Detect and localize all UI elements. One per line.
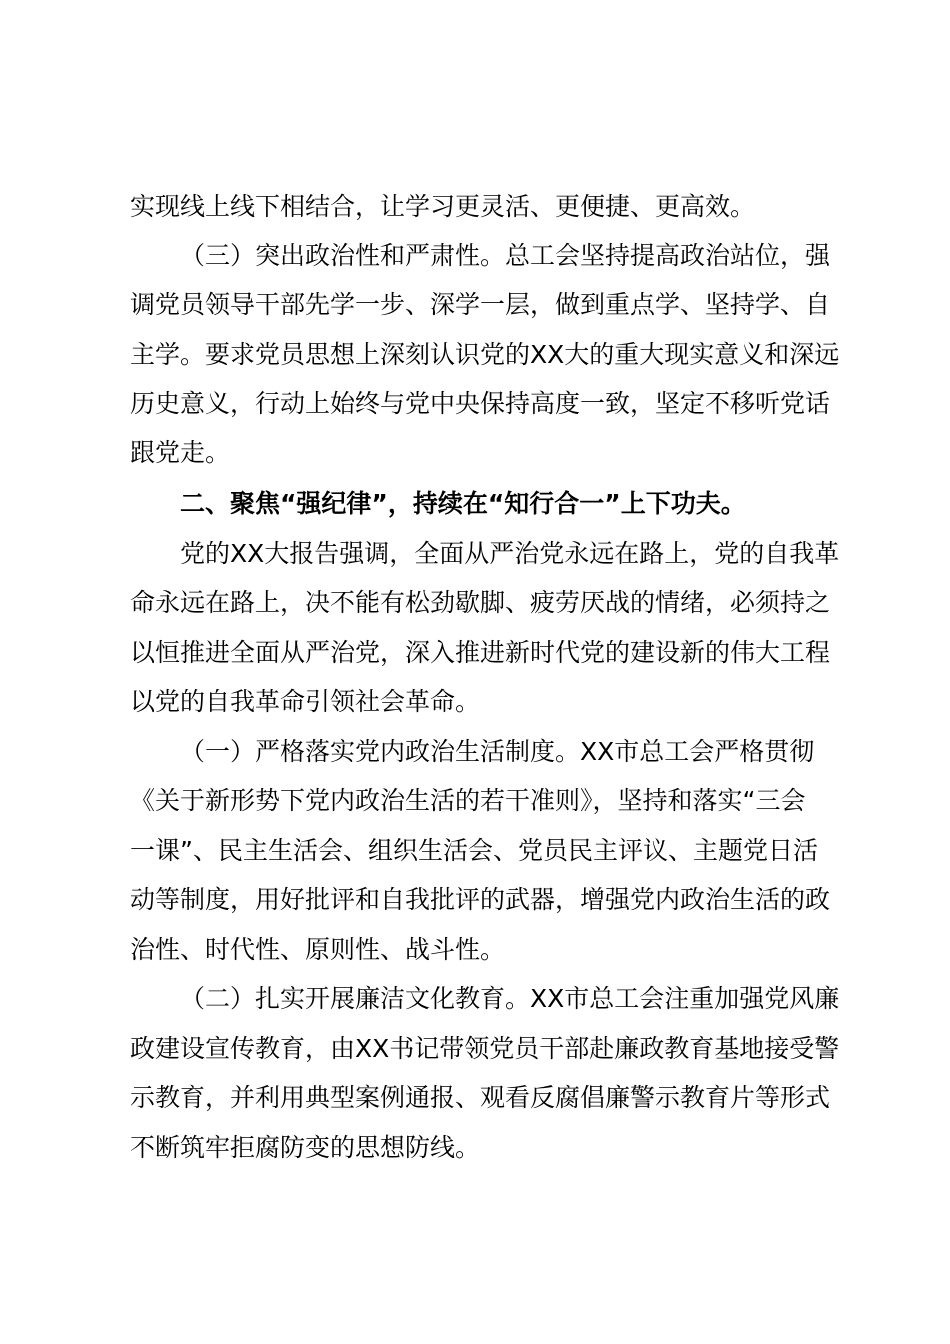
section-heading: 二、聚焦“强纪律”，持续在“知行合一”上下功夫。: [180, 489, 746, 518]
text-line: 跟党走。: [130, 438, 231, 467]
text-line: 党的XX大报告强调，全面从严治党永远在路上，党的自我革: [180, 539, 840, 568]
text-line: 一课”、民主生活会、组织生活会、党员民主评议、主题党日活: [130, 836, 818, 865]
text-line: （二）扎实开展廉洁文化教育。XX市总工会注重加强党风廉: [180, 984, 840, 1013]
text-line: （一）严格落实党内政治生活制度。XX市总工会严格贯彻: [180, 737, 815, 766]
text-line: 政建设宣传教育，由XX书记带领党员干部赴廉政教育基地接受警: [130, 1034, 840, 1063]
text-line: 动等制度，用好批评和自我批评的武器，增强党内政治生活的政: [130, 885, 831, 914]
text-line: 调党员领导干部先学一步、深学一层，做到重点学、坚持学、自: [130, 290, 831, 319]
text-line: 实现线上线下相结合，让学习更灵活、更便捷、更高效。: [130, 192, 756, 221]
text-line: 不断筑牢拒腐防变的思想防线。: [130, 1133, 481, 1162]
text-line: 治性、时代性、原则性、战斗性。: [130, 935, 506, 964]
text-line: 命永远在路上，决不能有松劲歇脚、疲劳厌战的情绪，必须持之: [130, 588, 831, 617]
text-line: 《关于新形势下党内政治生活的若干准则》，坚持和落实“三会: [130, 786, 806, 815]
text-line: 以恒推进全面从严治党，深入推进新时代党的建设新的伟大工程: [130, 638, 831, 667]
text-line: 历史意义，行动上始终与党中央保持高度一致，坚定不移听党话: [130, 389, 831, 418]
text-line: 以党的自我革命引领社会革命。: [130, 687, 481, 716]
text-line: 主学。要求党员思想上深刻认识党的XX大的重大现实意义和深远: [130, 340, 840, 369]
text-line: （三）突出政治性和严肃性。总工会坚持提高政治站位，强: [180, 241, 831, 270]
text-line: 示教育，并利用典型案例通报、观看反腐倡廉警示教育片等形式: [130, 1083, 831, 1112]
